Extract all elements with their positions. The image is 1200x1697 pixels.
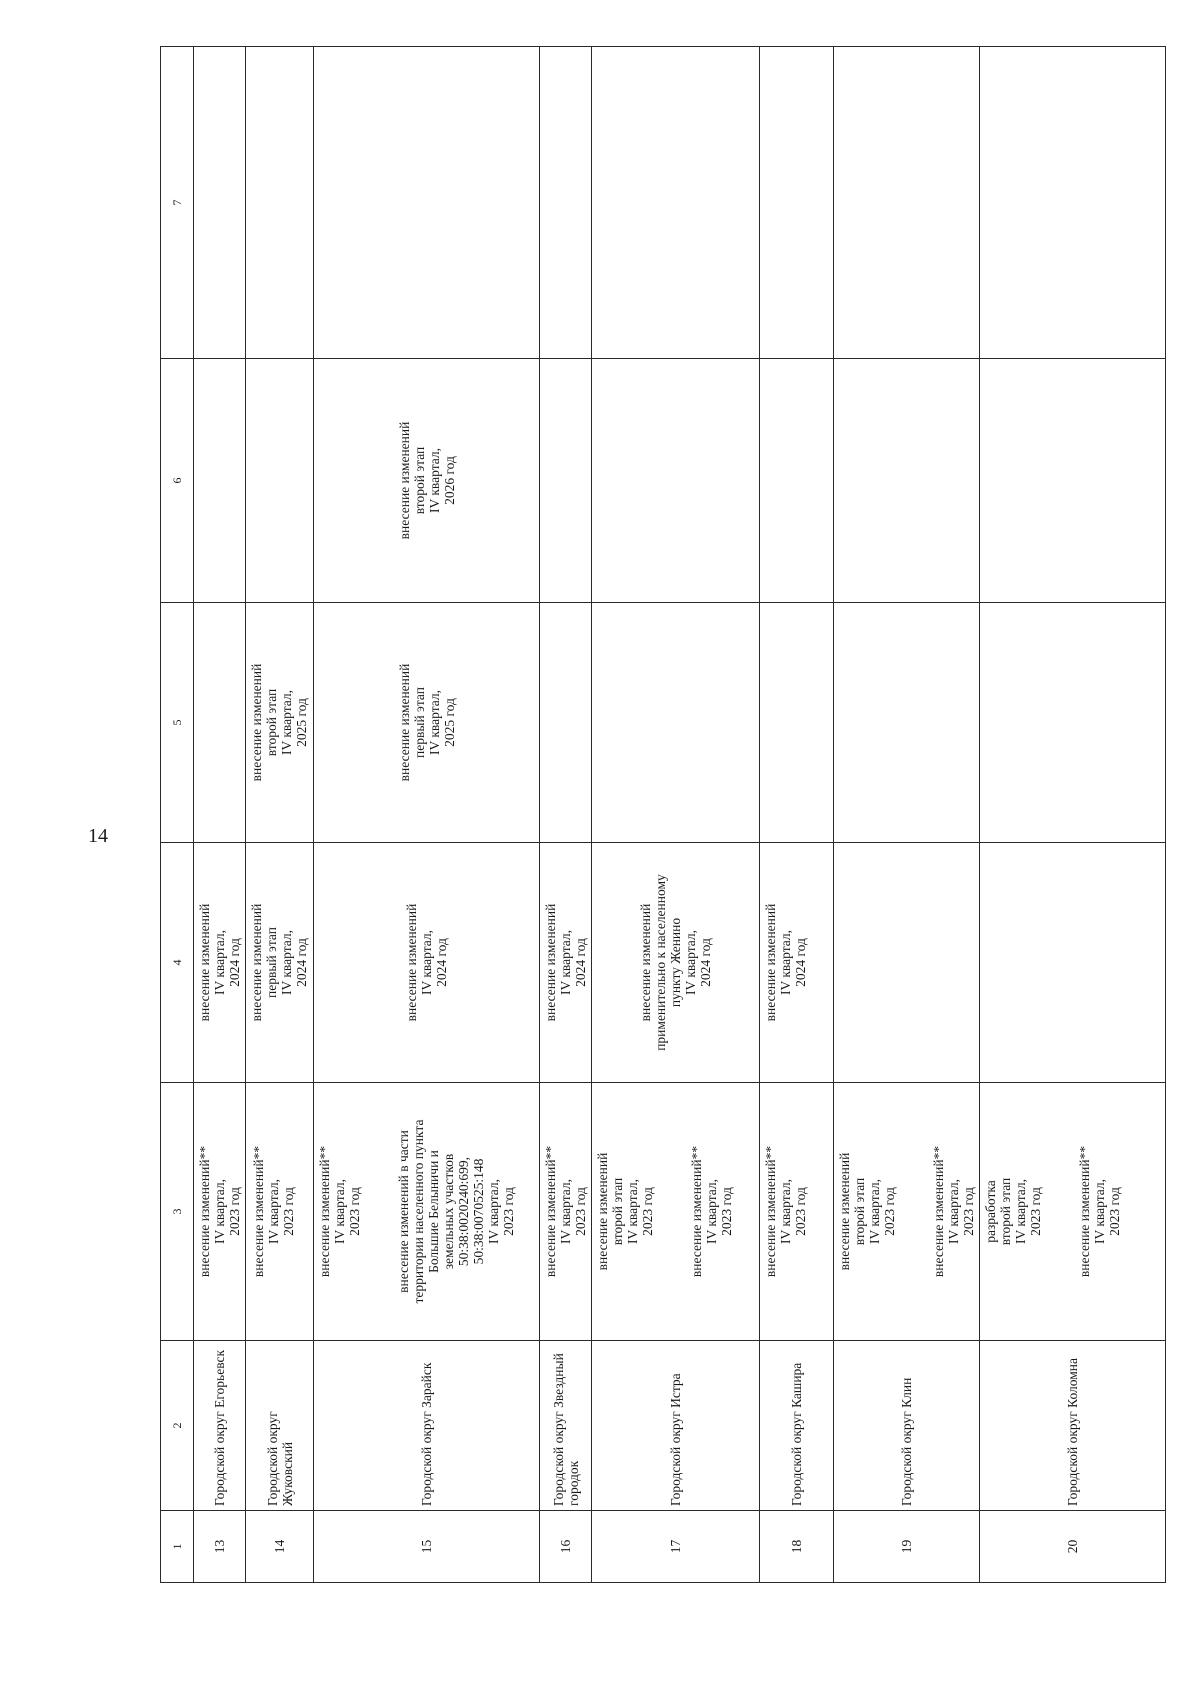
cell-col3 [592,1083,760,1341]
schedule-table [160,46,1166,1583]
row-number: 19 [834,1511,980,1583]
row-number: 13 [194,1511,246,1583]
municipality-name: Городской округ Звездный городок [540,1341,592,1511]
header-cell-1: 1 [161,1511,194,1583]
cell-line: 2023 год [281,1187,296,1236]
cell-line: IV квартал, [279,690,294,755]
cell-line: 2024 год [294,938,309,987]
cell-line: внесение изменений** [689,1145,704,1278]
cell-col3 [194,1083,246,1341]
table-row [314,47,540,1583]
row-number: 20 [980,1511,1166,1583]
cell-line: разработка [983,1180,998,1243]
table-row [540,47,592,1583]
cell-col6 [834,359,980,603]
cell-line: 2023 год [227,1187,242,1236]
cell-line: внесение изменений** [931,1145,946,1278]
cell-line: IV квартал, [426,690,442,755]
cell-line: внесение изменений [396,663,412,782]
cell-line: 2025 год [441,698,457,747]
cell-line: земельных участков [441,1153,456,1270]
cell-col6 [592,359,760,603]
cell-col7 [834,47,980,359]
table-row [834,47,980,1583]
municipality-name: Городской округ Коломна [980,1341,1166,1511]
table-row [760,47,834,1583]
cell-line: 2024 год [434,938,449,987]
cell-col4 [592,843,760,1083]
header-cell-2: 2 [161,1341,194,1511]
municipality-name: Городской округ Истра [592,1341,760,1511]
cell-col7 [246,47,314,359]
rotated-table-container [160,47,1156,1583]
cell-line: 2023 год [793,1187,808,1236]
cell-col7 [592,47,760,359]
cell-line: внесение изменений** [763,1145,778,1278]
cell-line: 50:38:0020240:699, [456,1156,471,1267]
row-number: 16 [540,1511,592,1583]
cell-line: внесение изменений [197,903,212,1022]
cell-line: IV квартал, [946,1179,961,1244]
cell-col6 [540,359,592,603]
cell-col5 [194,603,246,843]
cell-line: 2024 год [573,938,588,987]
cell-line: 2023 год [640,1187,655,1236]
header-cell-4: 4 [161,843,194,1083]
cell-line: второй этап [411,446,427,515]
cell-col6 [980,359,1166,603]
cell-line: 2023 год [347,1187,362,1236]
cell-col7 [540,47,592,359]
cell-line: IV квартал, [778,930,793,995]
cell-col4 [194,843,246,1083]
table-row [980,47,1166,1583]
cell-col7 [760,47,834,359]
cell-line: внесение изменений [396,421,412,540]
cell-line: внесение изменений [837,1152,852,1271]
cell-col3 [246,1083,314,1341]
cell-line: второй этап [610,1177,625,1246]
row-number: 17 [592,1511,760,1583]
cell-col4 [246,843,314,1083]
cell-col7 [194,47,246,359]
cell-line: внесение изменений [595,1152,610,1271]
cell-line: IV квартал, [426,448,442,513]
cell-line: внесение изменений [404,903,419,1022]
cell-line: IV квартал, [212,1179,227,1244]
cell-line: IV квартал, [419,930,434,995]
cell-line: IV квартал, [704,1179,719,1244]
municipality-name: Городской округ Жуковский [246,1341,314,1511]
cell-line: IV квартал, [778,1179,793,1244]
cell-line: внесение изменений** [543,1145,558,1278]
cell-line: внесение изменений [249,663,264,782]
table-row [246,47,314,1583]
cell-line: IV квартал, [279,930,294,995]
cell-col4 [314,843,540,1083]
cell-line: 2024 год [227,938,242,987]
cell-line: IV квартал, [867,1179,882,1244]
row-number: 15 [314,1511,540,1583]
cell-line: первый этап [411,687,427,758]
cell-line: IV квартал, [625,1179,640,1244]
cell-line: 2023 год [573,1187,588,1236]
cell-line: IV квартал, [683,930,698,995]
cell-col4 [834,843,980,1083]
cell-col6 [246,359,314,603]
cell-line: 2023 год [882,1187,897,1236]
cell-col3 [314,1083,540,1341]
cell-line: второй этап [998,1177,1013,1246]
cell-line: пункту Женино [668,917,683,1008]
cell-line: внесение изменений [763,903,778,1022]
cell-line: IV квартал, [332,1179,347,1244]
municipality-name: Городской округ Кашира [760,1341,834,1511]
cell-col4 [760,843,834,1083]
cell-line: IV квартал, [558,930,573,995]
row-number: 14 [246,1511,314,1583]
cell-line: внесение изменений [638,903,653,1022]
cell-line: 2023 год [719,1187,734,1236]
header-cell-7: 7 [161,47,194,359]
cell-line: IV квартал, [212,930,227,995]
cell-line: IV квартал, [1013,1179,1028,1244]
cell-line: внесение изменений в части [396,1130,411,1293]
cell-col6 [314,359,540,603]
cell-col6 [760,359,834,603]
cell-col3 [760,1083,834,1341]
cell-col3 [834,1083,980,1341]
cell-col5 [592,603,760,843]
page-number: 14 [88,825,108,847]
cell-col5 [314,603,540,843]
cell-line: IV квартал, [266,1179,281,1244]
cell-col7 [980,47,1166,359]
cell-line: 2023 год [501,1187,516,1236]
municipality-name: Городской округ Егорьевск [194,1341,246,1511]
table-row [592,47,760,1583]
row-number: 18 [760,1511,834,1583]
cell-line: IV квартал, [486,1179,501,1244]
cell-line: внесение изменений** [251,1145,266,1278]
cell-line: внесение изменений** [197,1145,212,1278]
cell-col5 [540,603,592,843]
cell-line: внесение изменений [543,903,558,1022]
cell-col4 [980,843,1166,1083]
header-row [161,47,194,1583]
cell-line: применительно к населенному [653,874,668,1051]
cell-col6 [194,359,246,603]
cell-line: внесение изменений [249,903,264,1022]
cell-line: 2023 год [1107,1187,1122,1236]
cell-line: 2023 год [961,1187,976,1236]
cell-col5 [834,603,980,843]
table-row [194,47,246,1583]
cell-col5 [246,603,314,843]
header-cell-6: 6 [161,359,194,603]
cell-line: IV квартал, [1092,1179,1107,1244]
cell-col3 [540,1083,592,1341]
cell-line: 2025 год [294,698,309,747]
cell-col3 [980,1083,1166,1341]
cell-line: второй этап [852,1177,867,1246]
cell-line: 50:38:0070525:148 [471,1158,486,1265]
cell-line: 2023 год [1028,1187,1043,1236]
cell-line: внесение изменений** [1077,1145,1092,1278]
cell-col5 [980,603,1166,843]
municipality-name: Городской округ Зарайск [314,1341,540,1511]
cell-line: территории населенного пункта [411,1119,426,1304]
cell-line: 2024 год [793,938,808,987]
cell-col4 [540,843,592,1083]
cell-col5 [760,603,834,843]
cell-line: Большие Белыничи и [426,1150,441,1273]
cell-line: первый этап [264,927,279,998]
cell-line: IV квартал, [558,1179,573,1244]
municipality-name: Городской округ Клин [834,1341,980,1511]
header-cell-5: 5 [161,603,194,843]
cell-line: внесение изменений** [317,1145,332,1278]
cell-col7 [314,47,540,359]
header-cell-3: 3 [161,1083,194,1341]
cell-line: второй этап [264,688,279,757]
cell-line: 2024 год [698,938,713,987]
cell-line: 2026 год [441,456,457,505]
